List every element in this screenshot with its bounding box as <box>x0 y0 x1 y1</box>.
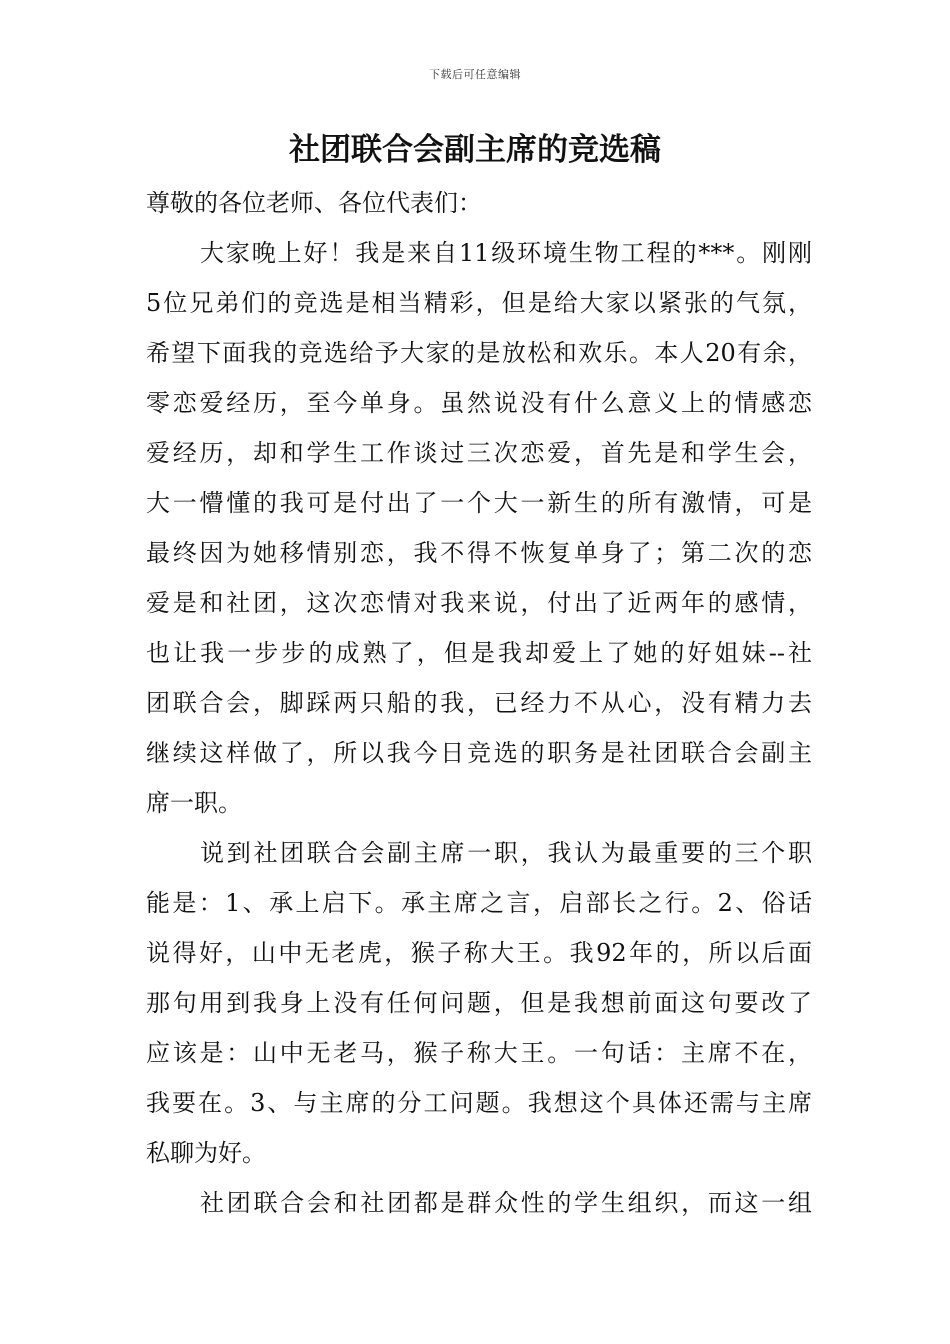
paragraph-line: 爱是和社团，这次恋情对我来说，付出了近两年的感情， <box>146 589 812 617</box>
paragraph-line: 那句用到我身上没有任何问题，但是我想前面这句要改了 <box>146 989 812 1017</box>
paragraph-line: 能是：1、承上启下。承主席之言，启部长之行。2、俗话 <box>146 889 812 917</box>
header-note: 下载后可任意编辑 <box>429 68 521 81</box>
paragraph-line: 说到社团联合会副主席一职，我认为最重要的三个职 <box>200 839 812 867</box>
paragraph-1 <box>146 228 812 828</box>
paragraph-line: 大家晚上好！我是来自11级环境生物工程的***。刚刚 <box>200 239 812 267</box>
paragraph-line: 社团联合会和社团都是群众性的学生组织，而这一组 <box>200 1189 812 1217</box>
paragraph-line: 希望下面我的竞选给予大家的是放松和欢乐。本人20有余， <box>146 339 812 367</box>
paragraph-2 <box>146 828 812 1178</box>
paragraph-line: 我要在。3、与主席的分工问题。我想这个具体还需与主席 <box>146 1089 812 1117</box>
paragraph-line: 零恋爱经历，至今单身。虽然说没有什么意义上的情感恋 <box>146 389 812 417</box>
paragraph-line: 最终因为她移情别恋，我不得不恢复单身了；第二次的恋 <box>146 539 812 567</box>
paragraph-3 <box>146 1178 812 1228</box>
paragraph-line: 席一职。 <box>146 789 242 817</box>
paragraph-line: 继续这样做了，所以我今日竞选的职务是社团联合会副主 <box>146 739 812 767</box>
salutation: 尊敬的各位老师、各位代表们： <box>146 189 482 217</box>
paragraph-line: 5位兄弟们的竞选是相当精彩，但是给大家以紧张的气氛， <box>146 289 812 317</box>
document-title: 社团联合会副主席的竞选稿 <box>289 132 661 168</box>
paragraph-line: 说得好，山中无老虎，猴子称大王。我92年的，所以后面 <box>146 939 812 967</box>
paragraph-line: 大一懵懂的我可是付出了一个大一新生的所有激情，可是 <box>146 489 812 517</box>
paragraph-line: 应该是：山中无老马，猴子称大王。一句话：主席不在， <box>146 1039 812 1067</box>
paragraph-line: 也让我一步步的成熟了，但是我却爱上了她的好姐妹--社 <box>146 639 812 667</box>
paragraph-line: 私聊为好。 <box>146 1139 266 1167</box>
paragraph-line: 爱经历，却和学生工作谈过三次恋爱，首先是和学生会， <box>146 439 812 467</box>
document-body <box>146 178 812 1228</box>
paragraph-line: 团联合会，脚踩两只船的我，已经力不从心，没有精力去 <box>146 689 812 717</box>
